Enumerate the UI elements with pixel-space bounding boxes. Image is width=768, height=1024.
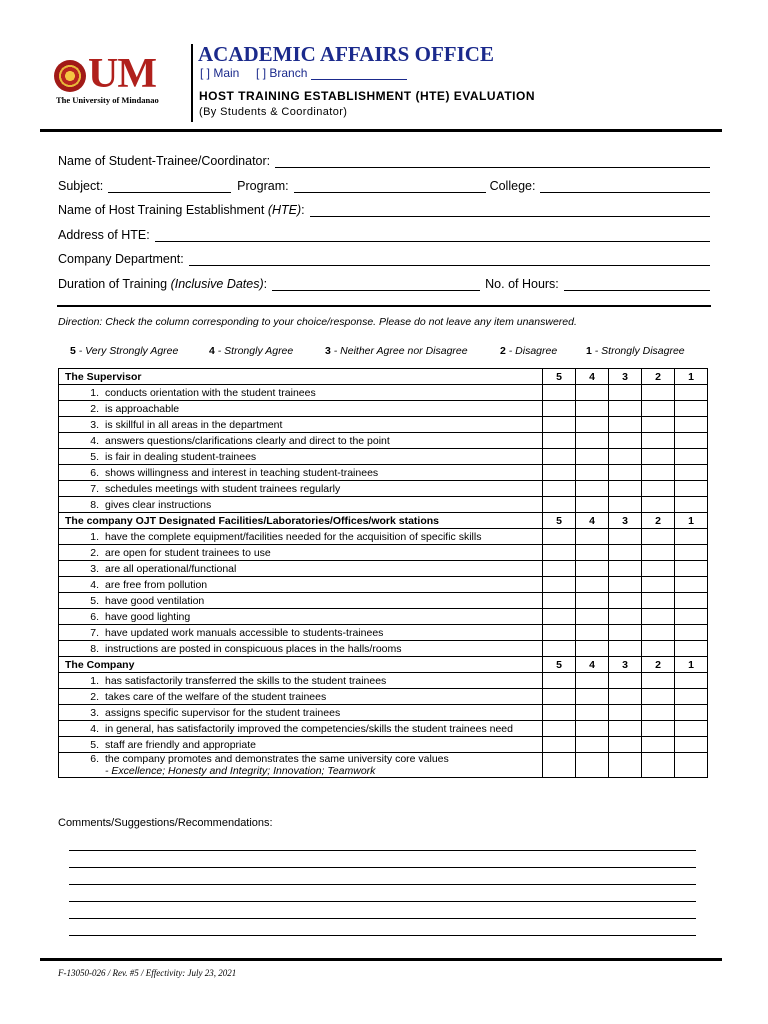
rating-checkbox[interactable] [576, 689, 609, 705]
rating-checkbox[interactable] [675, 497, 708, 513]
rating-checkbox[interactable] [543, 673, 576, 689]
rating-column-header: 4 [576, 657, 609, 673]
rating-checkbox[interactable] [576, 673, 609, 689]
criterion-number: 2. [90, 546, 99, 559]
rating-column-header: 4 [576, 369, 609, 385]
rating-checkbox[interactable] [675, 753, 708, 778]
rating-column-header: 2 [642, 369, 675, 385]
scale-3: 3 - Neither Agree nor Disagree [325, 345, 468, 357]
office-title: ACADEMIC AFFAIRS OFFICE [198, 42, 494, 66]
rating-checkbox[interactable] [642, 385, 675, 401]
evaluation-table [58, 368, 708, 778]
rating-checkbox[interactable] [609, 721, 642, 737]
criterion-number: 3. [90, 706, 99, 719]
rating-checkbox[interactable] [609, 593, 642, 609]
name-field: Name of Student-Trainee/Coordinator: [58, 152, 710, 168]
rating-checkbox[interactable] [642, 625, 675, 641]
criterion-cell [59, 385, 543, 401]
criterion-row [59, 577, 708, 593]
scale-1: 1 - Strongly Disagree [586, 345, 685, 357]
criterion-cell [59, 609, 543, 625]
duration-hours-row: Duration of Training (Inclusive Dates): No. of Hours: [58, 275, 710, 291]
rating-checkbox[interactable] [642, 401, 675, 417]
rating-checkbox[interactable] [675, 689, 708, 705]
rating-checkbox[interactable] [576, 417, 609, 433]
rating-checkbox[interactable] [675, 593, 708, 609]
rating-checkbox[interactable] [675, 641, 708, 657]
criterion-text: is approachable [105, 402, 180, 415]
rating-checkbox[interactable] [642, 417, 675, 433]
rating-column-header: 1 [675, 657, 708, 673]
criterion-text: staff are friendly and appropriate [105, 738, 256, 751]
scale-2: 2 - Disagree [500, 345, 558, 357]
criterion-text: have updated work manuals accessible to students-trainees [105, 626, 384, 639]
rating-checkbox[interactable] [576, 529, 609, 545]
rating-checkbox[interactable] [576, 561, 609, 577]
hours-blank[interactable] [564, 277, 710, 291]
rating-checkbox[interactable] [576, 609, 609, 625]
criterion-row [59, 673, 708, 689]
rating-checkbox[interactable] [543, 481, 576, 497]
criterion-row [59, 385, 708, 401]
rating-checkbox[interactable] [609, 625, 642, 641]
comment-line[interactable] [69, 918, 696, 919]
rating-checkbox[interactable] [543, 721, 576, 737]
rating-checkbox[interactable] [576, 641, 609, 657]
rating-checkbox[interactable] [576, 593, 609, 609]
criterion-cell [59, 449, 543, 465]
rating-column-header: 1 [675, 369, 708, 385]
criterion-row [59, 401, 708, 417]
rating-column-header: 5 [543, 657, 576, 673]
rating-checkbox[interactable] [543, 753, 576, 778]
rating-checkbox[interactable] [609, 433, 642, 449]
department-blank[interactable] [189, 252, 710, 266]
rating-checkbox[interactable] [543, 449, 576, 465]
comment-line[interactable] [69, 867, 696, 868]
scale-5: 5 - Very Strongly Agree [70, 345, 179, 357]
criterion-number: 5. [90, 450, 99, 463]
rating-checkbox[interactable] [642, 641, 675, 657]
criterion-text: instructions are posted in conspicuous places in the halls/rooms [105, 642, 402, 655]
rating-checkbox[interactable] [543, 497, 576, 513]
criterion-number: 2. [90, 402, 99, 415]
rating-checkbox[interactable] [642, 689, 675, 705]
header-rule [40, 129, 722, 132]
rating-column-header: 3 [609, 369, 642, 385]
rating-checkbox[interactable] [609, 417, 642, 433]
criterion-row [59, 721, 708, 737]
criterion-cell [59, 465, 543, 481]
hte-name-field: Name of Host Training Establishment (HTE): [58, 201, 710, 217]
core-values-note: - Excellence; Honesty and Integrity; Innovation; Teamwork [105, 765, 376, 777]
criterion-text: in general, has satisfactorily improved the competencies/skills the student trainees need [105, 722, 513, 735]
criterion-row [59, 753, 708, 778]
rating-checkbox[interactable] [642, 593, 675, 609]
rating-checkbox[interactable] [576, 705, 609, 721]
rating-column-header: 2 [642, 513, 675, 529]
criterion-cell [59, 577, 543, 593]
criterion-cell [59, 481, 543, 497]
criterion-text: is skillful in all areas in the department [105, 418, 283, 431]
program-blank[interactable] [294, 179, 486, 193]
rating-checkbox[interactable] [609, 577, 642, 593]
criterion-row [59, 529, 708, 545]
rating-checkbox[interactable] [642, 481, 675, 497]
rating-checkbox[interactable] [576, 753, 609, 778]
rating-checkbox[interactable] [543, 625, 576, 641]
rating-checkbox[interactable] [675, 417, 708, 433]
rating-checkbox[interactable] [543, 689, 576, 705]
rating-checkbox[interactable] [675, 385, 708, 401]
criterion-number: 5. [90, 594, 99, 607]
criterion-number: 1. [90, 386, 99, 399]
rating-checkbox[interactable] [609, 529, 642, 545]
comment-line[interactable] [69, 850, 696, 851]
rating-checkbox[interactable] [642, 673, 675, 689]
branch-option[interactable]: [ ] Branch [256, 66, 308, 80]
criterion-cell [59, 561, 543, 577]
hte-name-blank[interactable] [310, 203, 710, 217]
criterion-text: have good ventilation [105, 594, 205, 607]
rating-checkbox[interactable] [543, 577, 576, 593]
rating-checkbox[interactable] [642, 721, 675, 737]
criterion-row [59, 609, 708, 625]
rating-checkbox[interactable] [543, 641, 576, 657]
rating-checkbox[interactable] [675, 625, 708, 641]
criterion-text: conducts orientation with the student trainees [105, 386, 316, 399]
branch-blank[interactable] [311, 67, 407, 80]
header-divider [191, 44, 193, 122]
rating-checkbox[interactable] [543, 609, 576, 625]
rating-checkbox[interactable] [576, 449, 609, 465]
criterion-row [59, 625, 708, 641]
rating-checkbox[interactable] [609, 449, 642, 465]
criterion-number: 4. [90, 434, 99, 447]
criterion-text: takes care of the welfare of the student trainees [105, 690, 327, 703]
form-title: HOST TRAINING ESTABLISHMENT (HTE) EVALUATION [199, 89, 535, 103]
criterion-row [59, 465, 708, 481]
criterion-number: 7. [90, 626, 99, 639]
criterion-row [59, 545, 708, 561]
criterion-row [59, 561, 708, 577]
rating-checkbox[interactable] [576, 497, 609, 513]
criterion-number: 3. [90, 418, 99, 431]
rating-checkbox[interactable] [642, 545, 675, 561]
rating-checkbox[interactable] [675, 401, 708, 417]
criterion-cell [59, 705, 543, 721]
address-field: Address of HTE: [58, 226, 710, 242]
rating-checkbox[interactable] [642, 577, 675, 593]
campus-options [200, 66, 407, 80]
rating-checkbox[interactable] [642, 737, 675, 753]
rating-checkbox[interactable] [609, 609, 642, 625]
criterion-row [59, 481, 708, 497]
rating-checkbox[interactable] [675, 465, 708, 481]
rating-checkbox[interactable] [576, 737, 609, 753]
comment-line[interactable] [69, 935, 696, 936]
rating-checkbox[interactable] [609, 401, 642, 417]
rating-checkbox[interactable] [642, 561, 675, 577]
rating-checkbox[interactable] [609, 641, 642, 657]
name-blank[interactable] [275, 154, 710, 168]
rating-checkbox[interactable] [642, 465, 675, 481]
rating-checkbox[interactable] [609, 737, 642, 753]
criterion-cell [59, 593, 543, 609]
criterion-number: 6. [90, 610, 99, 623]
rating-checkbox[interactable] [576, 385, 609, 401]
criterion-number: 6. [90, 753, 99, 765]
subject-blank[interactable] [108, 179, 231, 193]
university-seal-icon [54, 60, 86, 92]
criterion-row [59, 737, 708, 753]
rating-checkbox[interactable] [543, 401, 576, 417]
criterion-text: has satisfactorily transferred the skills to the student trainees [105, 674, 387, 687]
criterion-cell [59, 417, 543, 433]
rating-checkbox[interactable] [675, 545, 708, 561]
criterion-row [59, 449, 708, 465]
rating-checkbox[interactable] [675, 577, 708, 593]
criterion-cell [59, 737, 543, 753]
criterion-number: 2. [90, 690, 99, 703]
criterion-row [59, 497, 708, 513]
rating-checkbox[interactable] [609, 705, 642, 721]
university-name: The University of Mindanao [56, 95, 159, 105]
criterion-cell [59, 673, 543, 689]
rating-checkbox[interactable] [576, 481, 609, 497]
criterion-cell [59, 545, 543, 561]
criterion-cell [59, 401, 543, 417]
direction-text: Direction: Check the column corresponding to your choice/response. Please do not leave any item unanswered. [58, 316, 577, 328]
rating-checkbox[interactable] [609, 497, 642, 513]
subject-program-college-row: Subject: Program: College: [58, 177, 710, 193]
rating-column-header: 5 [543, 369, 576, 385]
rating-checkbox[interactable] [576, 577, 609, 593]
rating-column-header: 1 [675, 513, 708, 529]
criterion-cell [59, 641, 543, 657]
rating-checkbox[interactable] [543, 385, 576, 401]
criterion-cell [59, 753, 543, 778]
rating-checkbox[interactable] [543, 545, 576, 561]
criterion-text: shows willingness and interest in teaching student-trainees [105, 466, 379, 479]
criterion-cell [59, 625, 543, 641]
rating-checkbox[interactable] [642, 705, 675, 721]
rating-checkbox[interactable] [609, 545, 642, 561]
criterion-number: 4. [90, 578, 99, 591]
criterion-row [59, 417, 708, 433]
rating-checkbox[interactable] [675, 705, 708, 721]
rating-checkbox[interactable] [675, 673, 708, 689]
footer-rule [40, 958, 722, 961]
rating-checkbox[interactable] [675, 561, 708, 577]
rating-checkbox[interactable] [609, 689, 642, 705]
criterion-text: have the complete equipment/facilities needed for the acquisition of specific skills [105, 530, 482, 543]
rating-checkbox[interactable] [675, 737, 708, 753]
rating-checkbox[interactable] [675, 609, 708, 625]
rating-checkbox[interactable] [609, 673, 642, 689]
criterion-number: 8. [90, 498, 99, 511]
duration-blank[interactable] [272, 277, 480, 291]
rating-checkbox[interactable] [609, 385, 642, 401]
rating-checkbox[interactable] [543, 417, 576, 433]
rating-checkbox[interactable] [675, 433, 708, 449]
section-header-row [59, 657, 708, 673]
rating-checkbox[interactable] [576, 721, 609, 737]
department-field: Company Department: [58, 250, 710, 266]
criterion-cell [59, 497, 543, 513]
comments-label: Comments/Suggestions/Recommendations: [58, 817, 273, 829]
criterion-row [59, 593, 708, 609]
criterion-text: are all operational/functional [105, 562, 237, 575]
main-option[interactable]: [ ] Main [200, 66, 240, 80]
criterion-cell [59, 433, 543, 449]
criterion-row [59, 705, 708, 721]
section-header-row [59, 369, 708, 385]
rating-checkbox[interactable] [642, 753, 675, 778]
rating-checkbox[interactable] [642, 609, 675, 625]
rating-checkbox[interactable] [609, 561, 642, 577]
rating-checkbox[interactable] [543, 529, 576, 545]
um-logo: UM [88, 51, 156, 97]
rating-checkbox[interactable] [576, 433, 609, 449]
criterion-text: is fair in dealing student-trainees [105, 450, 257, 463]
rating-checkbox[interactable] [642, 497, 675, 513]
criterion-number: 6. [90, 466, 99, 479]
college-blank[interactable] [540, 179, 710, 193]
rating-checkbox[interactable] [675, 721, 708, 737]
rating-checkbox[interactable] [675, 481, 708, 497]
rating-column-header: 3 [609, 657, 642, 673]
rating-checkbox[interactable] [642, 449, 675, 465]
criterion-row [59, 689, 708, 705]
rating-checkbox[interactable] [576, 401, 609, 417]
rating-checkbox[interactable] [543, 593, 576, 609]
criterion-number: 7. [90, 482, 99, 495]
criterion-row [59, 433, 708, 449]
scale-4: 4 - Strongly Agree [209, 345, 294, 357]
rating-checkbox[interactable] [543, 433, 576, 449]
rating-checkbox[interactable] [576, 545, 609, 561]
rating-checkbox[interactable] [543, 561, 576, 577]
rating-checkbox[interactable] [642, 529, 675, 545]
criterion-cell [59, 721, 543, 737]
rating-checkbox[interactable] [543, 465, 576, 481]
rating-column-header: 5 [543, 513, 576, 529]
rating-checkbox[interactable] [543, 737, 576, 753]
criterion-text: schedules meetings with student trainees regularly [105, 482, 341, 495]
criterion-cell [59, 689, 543, 705]
section-title: The Supervisor [59, 369, 543, 385]
rating-checkbox[interactable] [675, 529, 708, 545]
criterion-text: gives clear instructions [105, 498, 212, 511]
rating-checkbox[interactable] [543, 705, 576, 721]
rating-column-header: 4 [576, 513, 609, 529]
criterion-number: 3. [90, 562, 99, 575]
criterion-text: answers questions/clarifications clearly and direct to the point [105, 434, 390, 447]
rating-checkbox[interactable] [609, 481, 642, 497]
rating-checkbox[interactable] [642, 433, 675, 449]
criterion-cell [59, 529, 543, 545]
form-code: F-13050-026 / Rev. #5 / Effectivity: July 23, 2021 [58, 968, 237, 978]
rating-column-header: 3 [609, 513, 642, 529]
criterion-number: 4. [90, 722, 99, 735]
criterion-text: are free from pollution [105, 578, 208, 591]
criterion-text: assigns specific supervisor for the student trainees [105, 706, 341, 719]
rating-checkbox[interactable] [576, 465, 609, 481]
criterion-number: 1. [90, 530, 99, 543]
criterion-number: 8. [90, 642, 99, 655]
rating-checkbox[interactable] [576, 625, 609, 641]
criterion-number: 5. [90, 738, 99, 751]
rating-checkbox[interactable] [675, 449, 708, 465]
criterion-text: have good lighting [105, 610, 191, 623]
address-blank[interactable] [155, 228, 710, 242]
criterion-text: the company promotes and demonstrates the same university core values [105, 753, 449, 765]
comment-line[interactable] [69, 901, 696, 902]
criterion-number: 1. [90, 674, 99, 687]
section-title: The Company [59, 657, 543, 673]
rating-checkbox[interactable] [609, 465, 642, 481]
fields-rule [57, 305, 711, 307]
rating-column-header: 2 [642, 657, 675, 673]
section-title: The company OJT Designated Facilities/Laboratories/Offices/work stations [59, 513, 543, 529]
rating-checkbox[interactable] [609, 753, 642, 778]
form-subtitle: (By Students & Coordinator) [199, 106, 348, 118]
criterion-row [59, 641, 708, 657]
criterion-text: are open for student trainees to use [105, 546, 271, 559]
comment-line[interactable] [69, 884, 696, 885]
section-header-row [59, 513, 708, 529]
